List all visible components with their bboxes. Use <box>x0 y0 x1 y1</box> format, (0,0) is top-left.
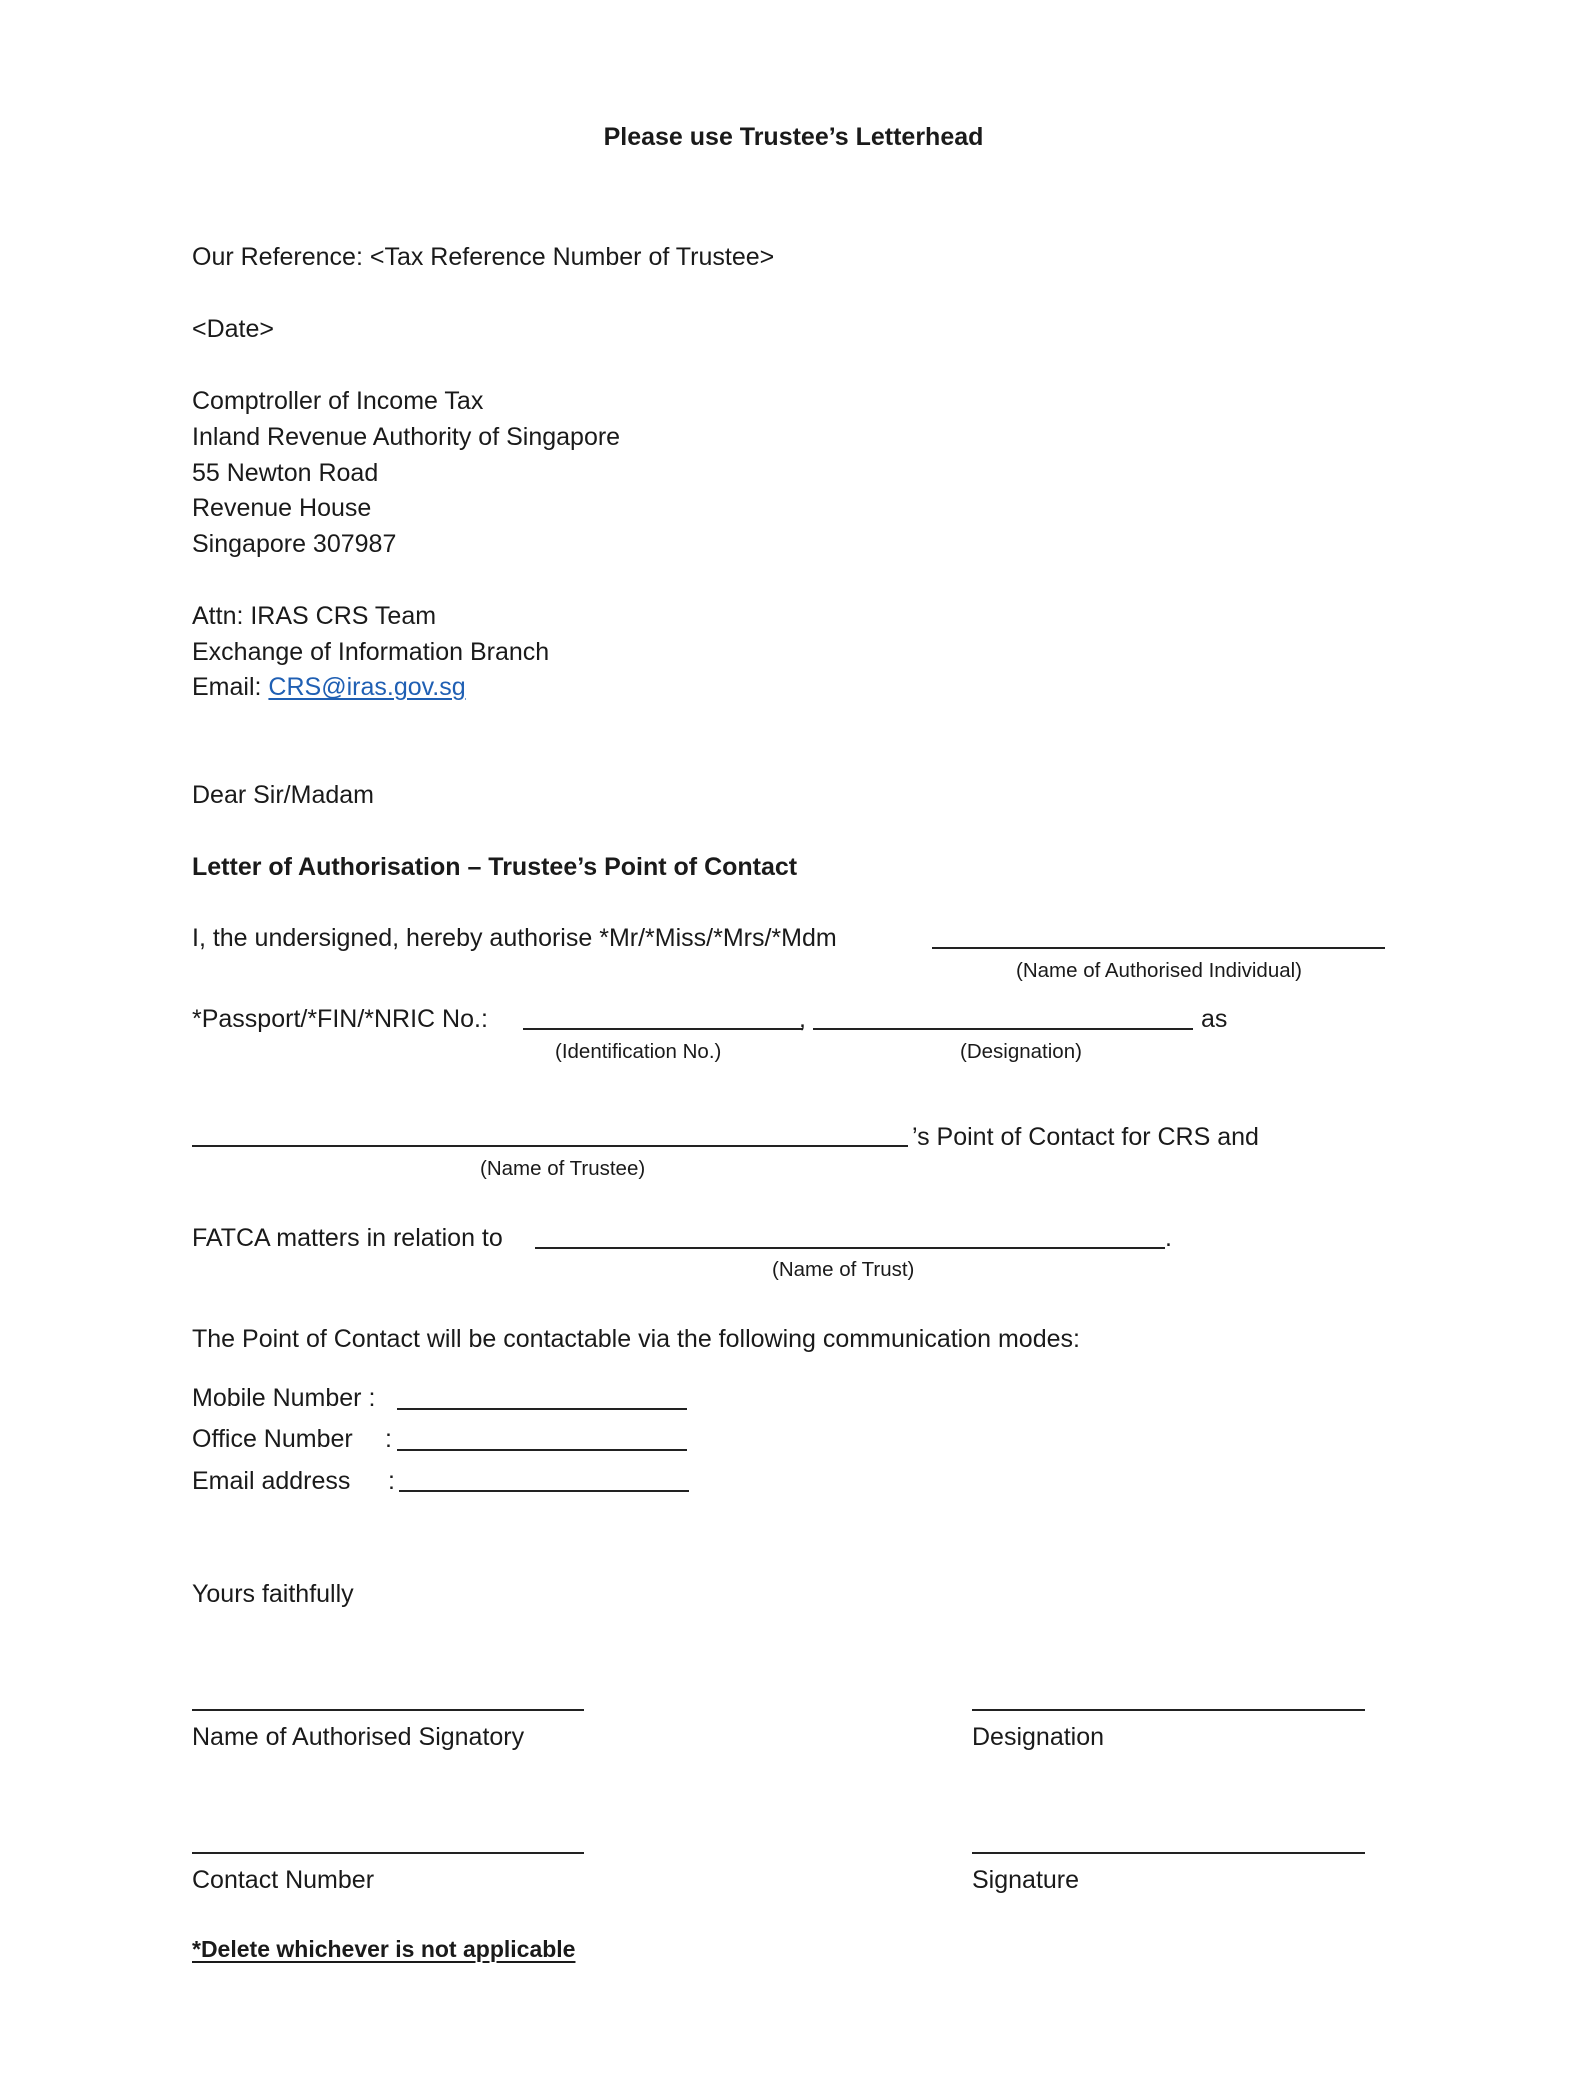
label-designation: (Designation) <box>960 1040 1082 1063</box>
contact-number-label: Contact Number <box>192 1866 375 1894</box>
footnote: *Delete whichever is not applicable <box>192 1936 576 1962</box>
trustee-suffix: ’s Point of Contact for CRS and <box>912 1123 1259 1151</box>
trustee-name-blank[interactable] <box>192 1145 908 1147</box>
label-authorised-individual: (Name of Authorised Individual) <box>1016 959 1303 982</box>
trust-name-blank[interactable] <box>535 1247 1165 1249</box>
reference-line: Our Reference: <Tax Reference Number of Trustee> <box>192 243 775 271</box>
branch-line: Exchange of Information Branch <box>192 638 550 666</box>
letter-subject: Letter of Authorisation – Trustee’s Point of Contact <box>192 853 798 881</box>
office-number-label: Office Number <box>192 1425 353 1453</box>
label-trustee: (Name of Trustee) <box>480 1157 646 1180</box>
email-label: Email: <box>192 673 262 701</box>
mobile-number-blank[interactable] <box>397 1408 687 1410</box>
authorised-individual-blank[interactable] <box>932 947 1385 949</box>
address-line-2: Inland Revenue Authority of Singapore <box>192 423 621 451</box>
office-number-colon: : <box>385 1425 392 1453</box>
email-address-colon: : <box>388 1467 395 1495</box>
signature-label: Signature <box>972 1866 1080 1894</box>
fatca-period: . <box>1165 1224 1172 1252</box>
email-address-blank[interactable] <box>399 1490 689 1492</box>
designation-signatory-blank[interactable] <box>972 1709 1365 1711</box>
id-text: *Passport/*FIN/*NRIC No.: <box>192 1005 488 1033</box>
identification-blank[interactable] <box>523 1028 803 1030</box>
address-line-5: Singapore 307987 <box>192 530 397 558</box>
fatca-text: FATCA matters in relation to <box>192 1224 503 1252</box>
label-identification: (Identification No.) <box>555 1040 722 1063</box>
email-row <box>192 670 466 704</box>
email-address-label: Email address <box>192 1467 351 1495</box>
designation-label: Designation <box>972 1723 1105 1751</box>
letterhead-instruction: Please use Trustee’s Letterhead <box>603 123 984 151</box>
office-number-blank[interactable] <box>397 1449 687 1451</box>
label-trust: (Name of Trust) <box>772 1258 915 1281</box>
id-as: as <box>1201 1005 1228 1033</box>
authorise-text: I, the undersigned, hereby authorise *Mr/*Miss/*Mrs/*Mdm <box>192 924 837 952</box>
contact-number-blank[interactable] <box>192 1852 584 1854</box>
address-line-3: 55 Newton Road <box>192 459 379 487</box>
mobile-number-label: Mobile Number : <box>192 1384 376 1412</box>
designation-blank[interactable] <box>813 1028 1193 1030</box>
signatory-name-blank[interactable] <box>192 1709 584 1711</box>
id-comma: , <box>799 1005 806 1033</box>
attention-line: Attn: IRAS CRS Team <box>192 602 437 630</box>
signatory-name-label: Name of Authorised Signatory <box>192 1723 525 1751</box>
date-placeholder: <Date> <box>192 315 275 343</box>
signature-blank[interactable] <box>972 1852 1365 1854</box>
address-line-4: Revenue House <box>192 494 372 522</box>
address-line-1: Comptroller of Income Tax <box>192 387 484 415</box>
salutation: Dear Sir/Madam <box>192 781 374 809</box>
contact-intro: The Point of Contact will be contactable via the following communication modes: <box>192 1325 1080 1353</box>
email-link[interactable]: CRS@iras.gov.sg <box>268 673 466 701</box>
closing: Yours faithfully <box>192 1580 354 1608</box>
